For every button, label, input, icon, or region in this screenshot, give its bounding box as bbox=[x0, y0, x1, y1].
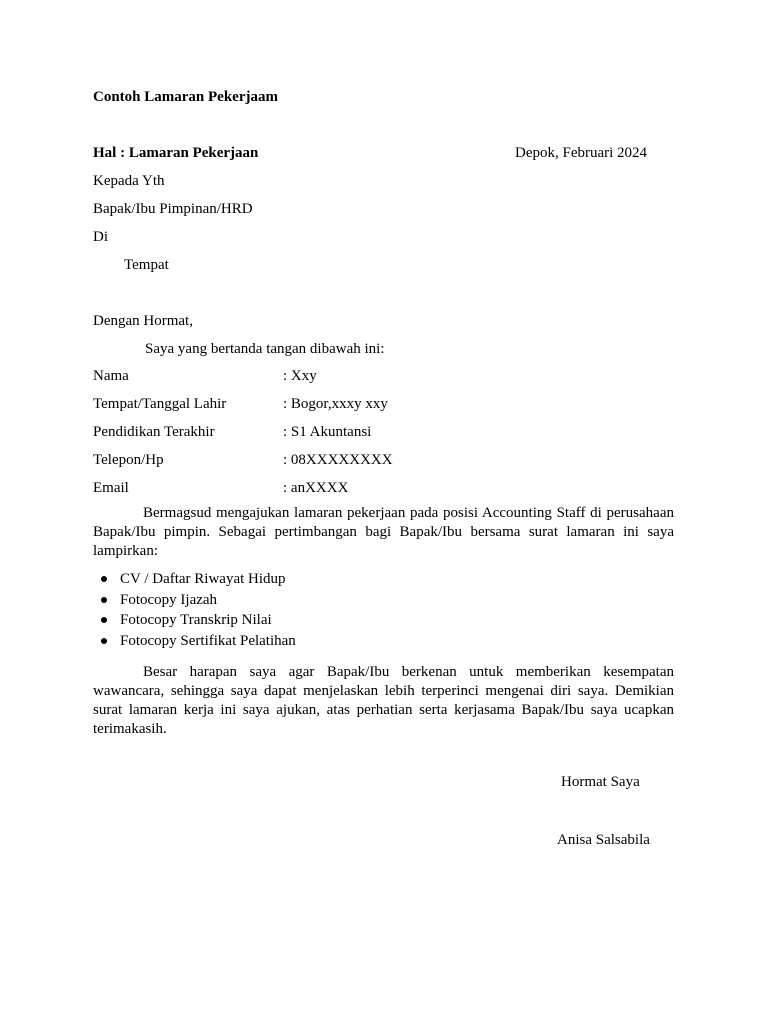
field-value-education: : S1 Akuntansi bbox=[283, 424, 372, 440]
signature-name: Anisa Salsabila bbox=[557, 832, 650, 848]
field-label-name: Nama bbox=[93, 368, 129, 384]
body-paragraph-1: Bermagsud mengajukan lamaran pekerjaan pada posisi Accounting Staff di perusahaan Bapak/Ibu pimpin. Sebagai pertimbangan bagi Bapak/Ibu bersama surat lamaran ini saya lampirkan: bbox=[93, 505, 674, 559]
field-label-birth: Tempat/Tanggal Lahir bbox=[93, 396, 227, 412]
letter-subject: Hal : Lamaran Pekerjaan bbox=[93, 145, 259, 161]
field-value-name: : Xxy bbox=[283, 368, 317, 384]
salutation: Dengan Hormat, bbox=[93, 313, 193, 329]
attachment-list bbox=[93, 570, 296, 652]
bullet-icon bbox=[101, 638, 107, 644]
list-item bbox=[93, 570, 296, 591]
place-date: Depok, Februari 2024 bbox=[515, 145, 648, 161]
bullet-icon bbox=[101, 576, 107, 582]
field-value-email: : anXXXX bbox=[283, 480, 349, 496]
list-item bbox=[93, 632, 296, 653]
field-value-phone: : 08XXXXXXXX bbox=[283, 452, 393, 468]
recipient-line-3: Di bbox=[93, 229, 108, 245]
bullet-icon bbox=[101, 617, 107, 623]
attachment-label: Fotocopy Sertifikat Pelatihan bbox=[120, 632, 296, 649]
list-item bbox=[93, 611, 296, 632]
recipient-line-2: Bapak/Ibu Pimpinan/HRD bbox=[93, 201, 253, 217]
recipient-line-4: Tempat bbox=[124, 257, 169, 273]
closing: Hormat Saya bbox=[561, 774, 640, 790]
recipient-line-1: Kepada Yth bbox=[93, 173, 165, 189]
body-paragraph-2: Besar harapan saya agar Bapak/Ibu berkenan untuk memberikan kesempatan wawancara, sehingga saya dapat menjelaskan lebih terperinci mengenai diri saya. Demikian surat lamaran kerja ini saya ajukan, atas perhatian serta kerjasama Bapak/Ibu saya ucapkan terimakasih. bbox=[93, 664, 674, 737]
attachment-label: CV / Daftar Riwayat Hidup bbox=[120, 571, 286, 587]
field-label-email: Email bbox=[93, 480, 129, 496]
field-value-birth: : Bogor,xxxy xxy bbox=[283, 396, 388, 412]
field-label-education: Pendidikan Terakhir bbox=[93, 424, 215, 440]
intro-sentence: Saya yang bertanda tangan dibawah ini: bbox=[145, 341, 385, 357]
attachment-label: Fotocopy Transkrip Nilai bbox=[120, 612, 272, 628]
bullet-icon bbox=[101, 597, 107, 603]
field-label-phone: Telepon/Hp bbox=[93, 452, 164, 468]
document-title: Contoh Lamaran Pekerjaam bbox=[93, 89, 278, 105]
attachment-label: Fotocopy Ijazah bbox=[120, 591, 218, 608]
list-item bbox=[93, 591, 296, 612]
